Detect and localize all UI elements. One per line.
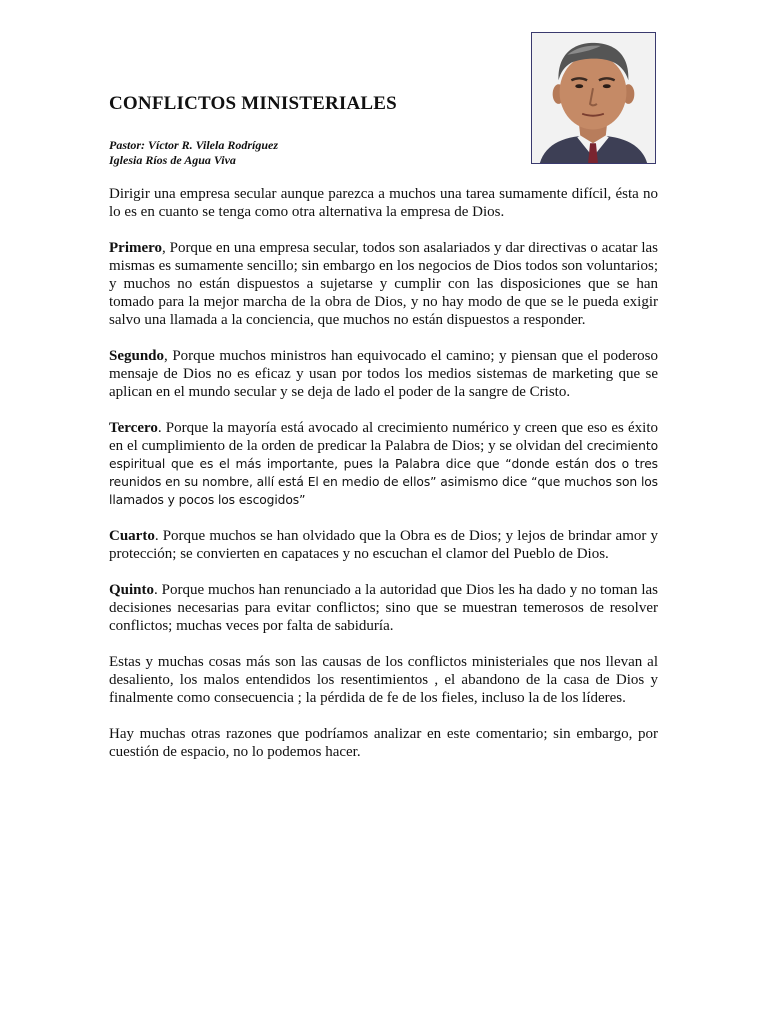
document-body xyxy=(109,185,658,761)
author-church: Iglesia Ríos de Agua Viva xyxy=(109,153,236,167)
conclusion-paragraph: Estas y muchas cosas más son las causas de los conflictos ministeriales que nos llevan al desaliento, los malos entendidos los resentimientos , el abandono de la casa de Dios y finalmente como consecuencia ; la pérdida de fe de los fieles, incluso la de los líderes. xyxy=(109,654,658,706)
paragraph-tercero xyxy=(109,419,658,509)
paragraph-text: . Porque muchos han renunciado a la autoridad que Dios les ha dado y no toman las decisiones necesarias para evitar conflictos; sino que se muestran temerosos de resolver conflictos; muchas veces por falta de sabiduría. xyxy=(109,582,658,634)
paragraph-lead: Cuarto xyxy=(109,528,155,544)
paragraph-lead: Segundo xyxy=(109,348,165,364)
closing-paragraph: Hay muchas otras razones que podríamos analizar en este comentario; sin embargo, por cuestión de espacio, no lo podemos hacer. xyxy=(109,726,658,760)
paragraph-segundo xyxy=(109,347,658,401)
document-title: CONFLICTOS MINISTERIALES xyxy=(109,93,397,114)
paragraph-text: , Porque en una empresa secular, todos son asalariados y dar directivas o acatar las mismas es sumamente sencillo; sin embargo en los negocios de Dios todos son voluntarios; y muchos no están dispuestos a sujetarse y cumplir con las disposiciones que se han tomado para la mejor marcha de la obra de Dios, y no hay modo de que se le pueda exigir salvo una llamada a la conciencia, que muchos no están dispuestos a responder. xyxy=(109,240,658,328)
paragraph-quinto xyxy=(109,581,658,635)
paragraph-text-alt-font: crecimiento espiritual que es el más importante, pues la Palabra dice que “donde están dos o tres reunidos en su nombre, allí está El en medio de ellos” asimismo dice “que muchos son los llamados y pocos los escogidos” xyxy=(109,439,658,507)
paragraph-lead: Quinto xyxy=(109,582,155,598)
paragraph-primero xyxy=(109,239,658,329)
paragraph-cuarto xyxy=(109,527,658,563)
paragraph-lead: Primero xyxy=(109,240,163,256)
author-photo xyxy=(531,32,656,164)
intro-paragraph: Dirigir una empresa secular aunque parezca a muchos una tarea sumamente difícil, ésta no lo es en cuanto se tenga como otra alternativa la empresa de Dios. xyxy=(109,186,658,220)
portrait-image xyxy=(532,33,655,163)
paragraph-text: . Porque la mayoría está avocado al crecimiento numérico y creen que eso es éxito en el cumplimiento de la orden de predicar la Palabra de Dios; y se olvidan del xyxy=(109,420,658,454)
paragraph-text: , Porque muchos ministros han equivocado el camino; y piensan que el poderoso mensaje de Dios no es eficaz y usan por todos los medios sistemas de marketing que se aplican en el mundo secular y se deja de lado el poder de la sangre de Cristo. xyxy=(109,348,658,400)
paragraph-lead: Tercero xyxy=(109,420,158,436)
author-block xyxy=(109,138,278,168)
author-name: Pastor: Víctor R. Vilela Rodríguez xyxy=(109,138,279,152)
paragraph-text: . Porque muchos se han olvidado que la Obra es de Dios; y lejos de brindar amor y protección; se convierten en capataces y no escuchan el clamor del Pueblo de Dios. xyxy=(109,528,658,562)
